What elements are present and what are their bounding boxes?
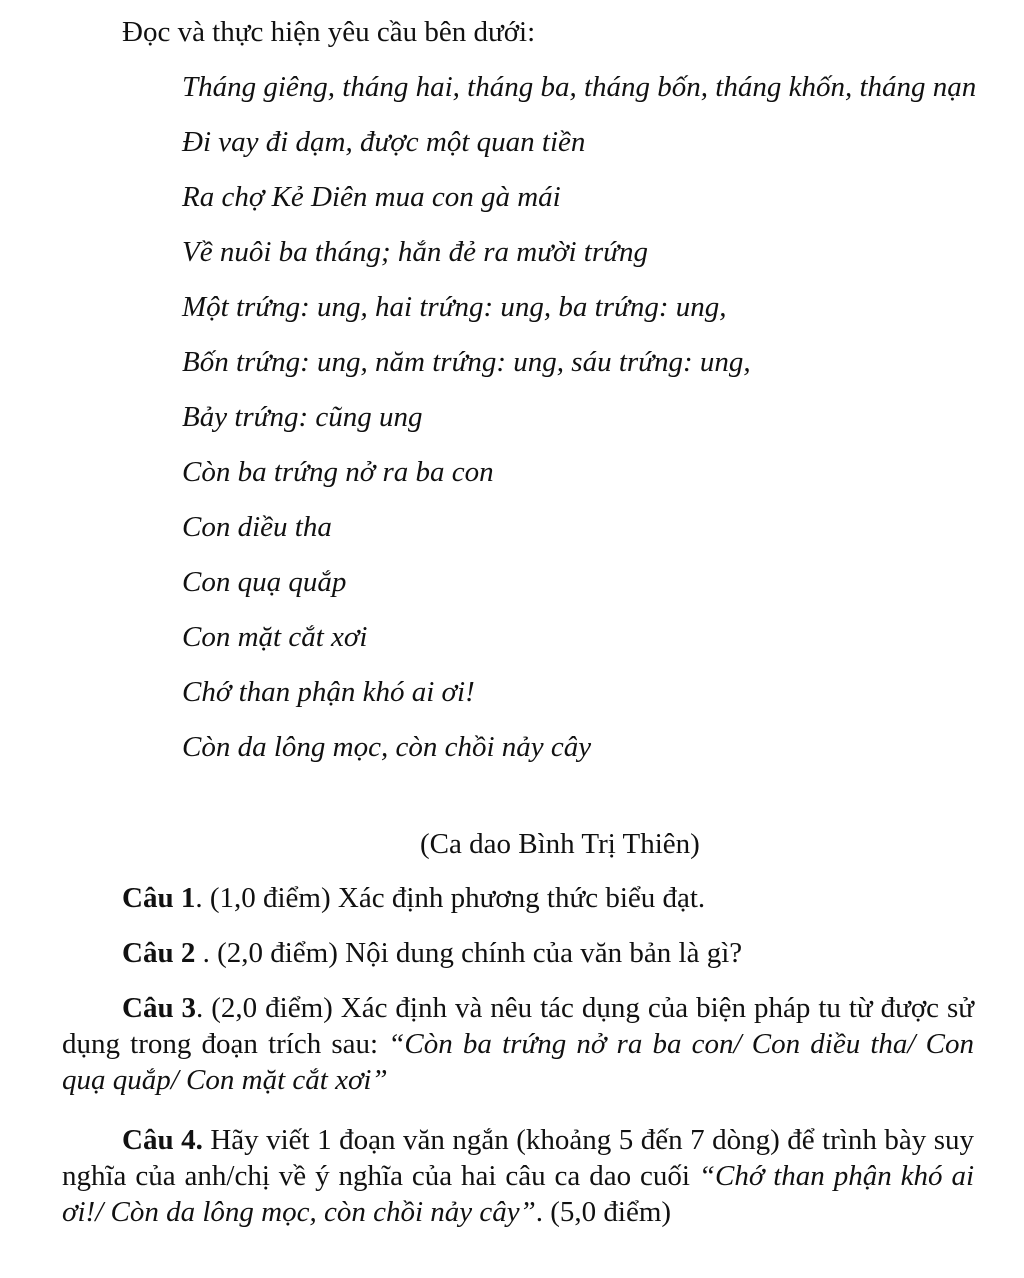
poem-line: Con mặt cắt xơi (182, 621, 368, 653)
question-1-label: Câu 1 (122, 882, 196, 914)
question-4-points: . (5,0 điểm) (535, 1196, 672, 1228)
poem-line: Con quạ quắp (182, 566, 347, 598)
question-4-quote: “Chớ than phận khó ai ơi!/ Còn da lông mọc, còn chồi nảy cây” (62, 1160, 975, 1228)
instruction-text: Đọc và thực hiện yêu cầu bên dưới: (122, 16, 536, 48)
question-2 (122, 935, 742, 971)
poem-line: Ra chợ Kẻ Diên mua con gà mái (182, 181, 561, 213)
poem-line: Con diều tha (182, 511, 332, 543)
question-2-label: Câu 2 (122, 937, 196, 969)
question-3-quote: “Còn ba trứng nở ra ba con/ Con diều tha/ Con quạ quắp/ Con mặt cắt xơi” (62, 1028, 974, 1096)
poem-source: (Ca dao Bình Trị Thiên) (420, 828, 700, 860)
question-4-text: Hãy viết 1 đoạn văn ngắn (khoảng 5 đến 7 dòng) để trình bày suy nghĩa của anh/chị về ý nghĩa của hai câu ca dao cuối (62, 1124, 974, 1192)
poem-line: Còn ba trứng nở ra ba con (182, 456, 494, 488)
poem-line: Bốn trứng: ung, năm trứng: ung, sáu trứng: ung, (182, 346, 751, 378)
poem-line: Về nuôi ba tháng; hắn đẻ ra mười trứng (182, 236, 648, 268)
question-3-label: Câu 3 (122, 992, 197, 1024)
poem-line: Chớ than phận khó ai ơi! (182, 676, 475, 708)
poem (182, 68, 982, 783)
question-1-text: . (1,0 điểm) Xác định phương thức biểu đạt. (195, 882, 706, 914)
question-4-label: Câu 4. (122, 1124, 203, 1156)
question-4 (62, 1122, 974, 1230)
question-3 (62, 990, 974, 1098)
question-3-text: . (2,0 điểm) Xác định và nêu tác dụng của biện pháp tu từ được sử dụng trong đoạn trích sau: (62, 992, 974, 1060)
poem-line: Một trứng: ung, hai trứng: ung, ba trứng: ung, (182, 291, 727, 323)
poem-line: Tháng giêng, tháng hai, tháng ba, tháng bốn, tháng khốn, tháng nạn (182, 71, 977, 103)
poem-line: Bảy trứng: cũng ung (182, 401, 423, 433)
question-1 (122, 880, 705, 916)
poem-line: Còn da lông mọc, còn chồi nảy cây (182, 731, 592, 763)
question-2-text: . (2,0 điểm) Nội dung chính của văn bản là gì? (195, 937, 743, 969)
poem-line: Đi vay đi dạm, được một quan tiền (182, 126, 586, 158)
